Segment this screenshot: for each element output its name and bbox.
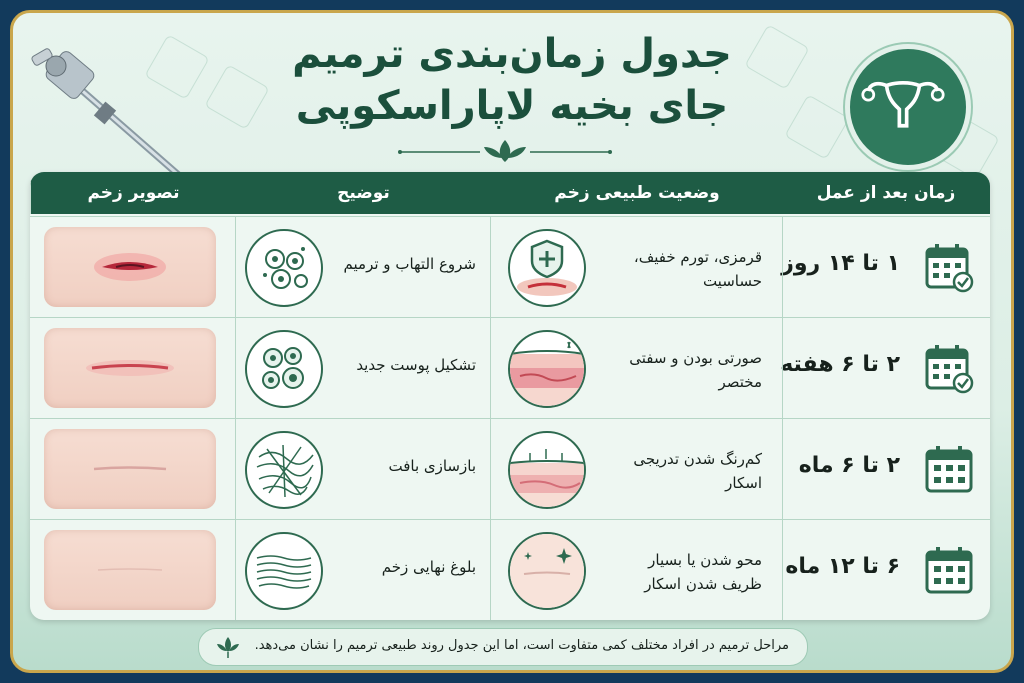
condition-cell: [490, 318, 783, 418]
description-label: تشکیل پوست جدید: [356, 356, 476, 374]
wound-image-cell: [30, 520, 236, 620]
header-description: توضیح: [235, 172, 491, 214]
shield-plus-icon: [508, 229, 586, 307]
collagen-fibers-icon: [245, 431, 323, 509]
table-row: [30, 216, 990, 317]
healing-timeline-table: [30, 172, 990, 620]
leaf-ornament-icon: [380, 138, 630, 166]
time-cell: [782, 318, 990, 418]
skin-layers-icon: [508, 330, 586, 408]
uterus-logo: [845, 44, 971, 170]
uterus-icon: [850, 49, 956, 155]
table-row: [30, 418, 990, 519]
wound-photo: [44, 530, 216, 610]
description-label: بلوغ نهایی زخم: [381, 558, 476, 576]
condition-label: صورتی بودن و سفتی مختصر: [629, 349, 762, 391]
header-condition: وضعیت طبیعی زخم: [490, 172, 783, 214]
condition-label: قرمزی، تورم خفیف، حساسیت: [633, 248, 762, 290]
calendar-check-icon: [924, 241, 974, 293]
wavy-fibers-icon: [245, 532, 323, 610]
description-label: شروع التهاب و ترمیم: [343, 255, 476, 273]
condition-cell: [490, 520, 783, 620]
wound-photo: [44, 227, 216, 307]
time-label: ۲ تا ۶ ماه: [798, 453, 900, 478]
time-label: ۶ تا ۱۲ ماه: [785, 554, 900, 579]
description-cell: [235, 217, 491, 317]
page-title-line1: جدول زمان‌بندی ترمیم: [292, 31, 732, 77]
faded-scar-icon: [508, 532, 586, 610]
description-cell: [235, 520, 491, 620]
wound-image-cell: [30, 217, 236, 317]
description-label: بازسازی بافت: [388, 457, 476, 475]
time-label: ۲ تا ۶ هفته: [780, 352, 900, 377]
calendar-check-icon: [924, 342, 974, 394]
time-label: ۱ تا ۱۴ روز: [781, 251, 900, 276]
header-time: زمان بعد از عمل: [782, 172, 990, 214]
condition-label: محو شدن یا بسیار ظریف شدن اسکار: [644, 551, 762, 593]
time-cell: [782, 419, 990, 519]
wound-photo: [44, 429, 216, 509]
condition-label: کم‌رنگ شدن تدریجی اسکار: [633, 450, 762, 492]
cells-icon: [245, 330, 323, 408]
condition-cell: [490, 217, 783, 317]
page-title-line2: جای بخیه لاپاراسکوپی: [295, 83, 729, 129]
calendar-icon: [924, 544, 974, 596]
wound-photo: [44, 328, 216, 408]
skin-layers-icon: [508, 431, 586, 509]
wound-image-cell: [30, 318, 236, 418]
calendar-icon: [924, 443, 974, 495]
leaf-icon: [215, 635, 241, 659]
table-row: [30, 519, 990, 620]
description-cell: [235, 419, 491, 519]
footer-text: مراحل ترمیم در افراد مختلف کمی متفاوت است، اما این جدول روند طبیعی ترمیم را نشان می‌دهد.: [254, 638, 789, 653]
table-row: [30, 317, 990, 418]
condition-cell: [490, 419, 783, 519]
wound-image-cell: [30, 419, 236, 519]
header-image: تصویر زخم: [30, 172, 236, 214]
time-cell: [782, 217, 990, 317]
footer-note: [198, 628, 808, 666]
time-cell: [782, 520, 990, 620]
description-cell: [235, 318, 491, 418]
cells-icon: [245, 229, 323, 307]
